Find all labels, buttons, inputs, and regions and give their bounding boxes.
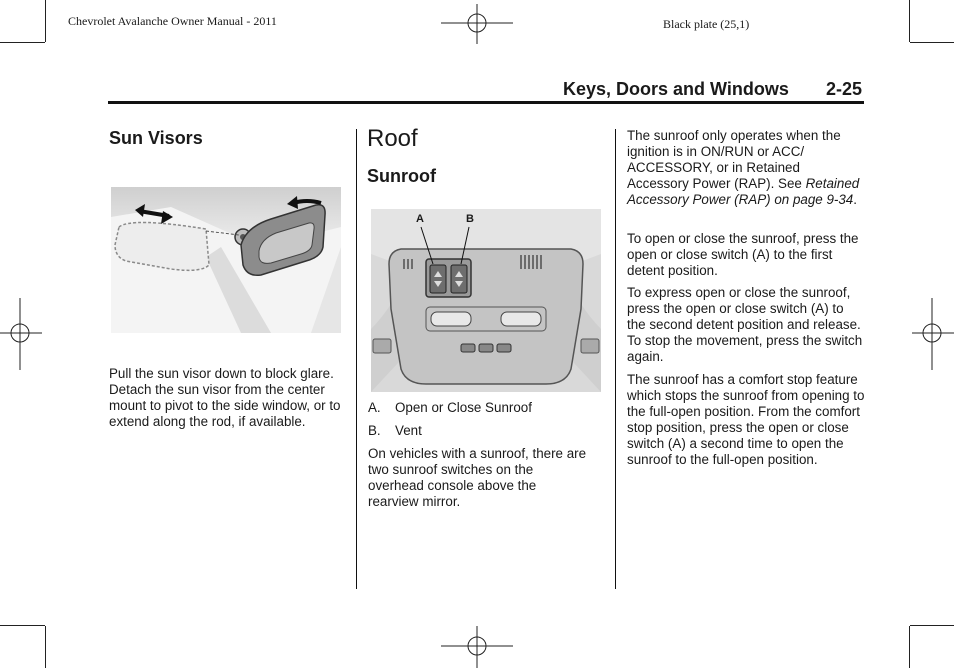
sunroof-switches-paragraph: On vehicles with a sunroof, there are two sunroof switches on the overhead console above the rearview mirror. [368, 446, 587, 509]
paragraph-text: The sunroof only operates when the ignition is in ON/RUN or ACC/ ACCESSORY, or in Retained Accessory Power (RAP). See [627, 128, 841, 191]
crop-mark [910, 42, 954, 43]
crop-mark [909, 0, 910, 42]
crop-mark [45, 0, 46, 42]
legend-item-a [368, 400, 532, 416]
section-heading-sun-visors: Sun Visors [109, 128, 203, 148]
section-heading-sunroof: Sunroof [367, 166, 436, 186]
sunroof-ignition-paragraph [627, 128, 863, 208]
legend-item-b [368, 423, 422, 439]
legend-text: Open or Close Sunroof [395, 400, 532, 415]
comfort-stop-paragraph: The sunroof has a comfort stop feature which stops the sunroof from opening to the full-open position. From the comfort stop position, press the open or close switch (A) a second time to open the sunroof to the full-open position. [627, 372, 865, 467]
registration-mark-icon [441, 4, 513, 44]
legend-key: A. [368, 400, 381, 415]
header-rule [108, 101, 864, 104]
figure-label-a: A [416, 213, 424, 225]
section-heading-roof: Roof [367, 125, 418, 152]
registration-mark-icon [0, 298, 42, 370]
crop-mark [910, 625, 954, 626]
crop-mark [45, 626, 46, 668]
legend-key: B. [368, 423, 381, 438]
crop-mark [909, 626, 910, 668]
sunroof-console-illustration [371, 209, 601, 392]
column-divider [356, 129, 357, 589]
column-divider [615, 129, 616, 589]
crop-mark [0, 42, 45, 43]
sun-visor-paragraph: Pull the sun visor down to block glare. Detach the sun visor from the center mount to pivot to the side window, or to extend along the rod, if available. [109, 366, 341, 429]
legend-text: Vent [395, 423, 422, 438]
figure-label-b: B [466, 213, 474, 225]
crop-mark [0, 625, 45, 626]
open-close-paragraph: To open or close the sunroof, press the open or close switch (A) to the first detent position. [627, 231, 859, 278]
print-header-title: Chevrolet Avalanche Owner Manual - 2011 [68, 14, 277, 28]
cross-reference-link[interactable]: Retained Accessory Power (RAP) on page 9-34 [627, 176, 860, 207]
registration-mark-icon [441, 626, 513, 668]
print-header-plate: Black plate (25,1) [663, 17, 750, 31]
running-head-section: Keys, Doors and Windows [563, 79, 789, 99]
registration-mark-icon [912, 298, 954, 370]
sun-visor-illustration [111, 187, 341, 333]
express-open-paragraph: To express open or close the sunroof, press the open or close switch (A) to the second detent position and release. To stop the movement, press the switch again. [627, 285, 863, 364]
paragraph-text: . [853, 192, 857, 207]
page-number: 2-25 [826, 79, 863, 99]
